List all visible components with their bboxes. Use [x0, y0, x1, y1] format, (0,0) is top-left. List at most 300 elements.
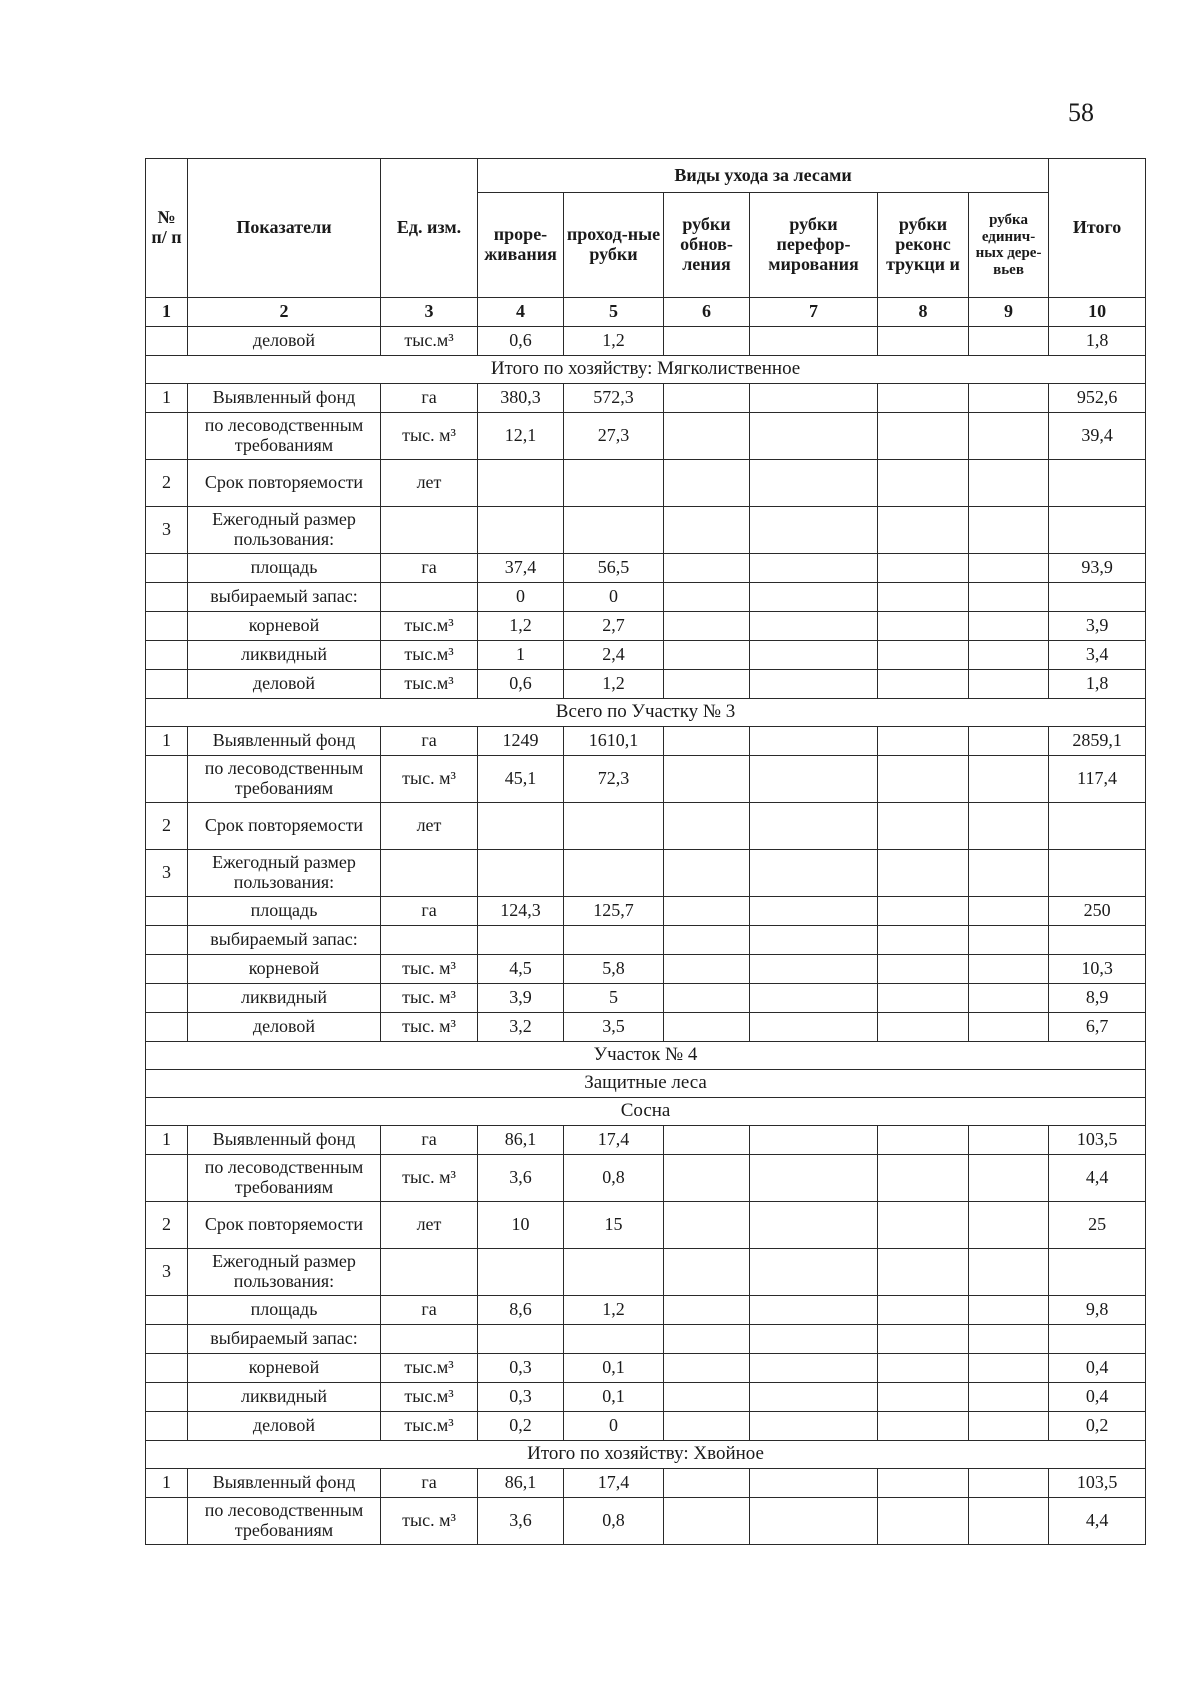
total-cell: 0,4 [1049, 1383, 1146, 1412]
value-cell [878, 1469, 969, 1498]
value-cell [878, 803, 969, 850]
indicator-label: ликвидный [188, 641, 381, 670]
value-cell [878, 327, 969, 356]
value-cell [664, 507, 750, 554]
value-cell [664, 926, 750, 955]
value-cell [878, 384, 969, 413]
value-cell [878, 926, 969, 955]
table-row [146, 554, 1146, 583]
value-cell [664, 850, 750, 897]
value-cell [478, 1249, 564, 1296]
table-row [146, 955, 1146, 984]
section-row [146, 1098, 1146, 1126]
value-cell: 380,3 [478, 384, 564, 413]
value-cell [564, 507, 664, 554]
value-cell [969, 554, 1049, 583]
table-row [146, 1296, 1146, 1325]
value-cell: 0 [564, 1412, 664, 1441]
unit-cell: га [381, 384, 478, 413]
unit-cell: га [381, 554, 478, 583]
row-number [146, 756, 188, 803]
value-cell [878, 984, 969, 1013]
unit-cell [381, 1249, 478, 1296]
col-number: 3 [381, 298, 478, 327]
unit-cell: га [381, 1126, 478, 1155]
table-row [146, 1155, 1146, 1202]
value-cell: 0,1 [564, 1354, 664, 1383]
header-col-total: Итого [1049, 159, 1146, 298]
value-cell: 0,6 [478, 670, 564, 699]
value-cell [750, 850, 878, 897]
section-row [146, 356, 1146, 384]
value-cell [664, 670, 750, 699]
unit-cell: тыс. м³ [381, 955, 478, 984]
value-cell [878, 1249, 969, 1296]
total-cell: 93,9 [1049, 554, 1146, 583]
total-cell: 3,4 [1049, 641, 1146, 670]
total-cell: 9,8 [1049, 1296, 1146, 1325]
value-cell [664, 583, 750, 612]
value-cell: 0,1 [564, 1383, 664, 1412]
value-cell [664, 327, 750, 356]
row-number [146, 897, 188, 926]
value-cell: 2,7 [564, 612, 664, 641]
value-cell [664, 413, 750, 460]
value-cell [969, 727, 1049, 756]
section-title: Участок № 4 [146, 1042, 1146, 1070]
table-row [146, 612, 1146, 641]
table-row [146, 641, 1146, 670]
column-numbers-row [146, 298, 1146, 327]
indicator-label: корневой [188, 612, 381, 641]
total-cell: 4,4 [1049, 1498, 1146, 1545]
table-row [146, 507, 1146, 554]
total-cell: 6,7 [1049, 1013, 1146, 1042]
value-cell [664, 1325, 750, 1354]
unit-cell [381, 850, 478, 897]
indicator-label: Срок повторяемости [188, 803, 381, 850]
value-cell: 86,1 [478, 1469, 564, 1498]
row-number: 2 [146, 460, 188, 507]
row-number [146, 1013, 188, 1042]
value-cell [878, 413, 969, 460]
value-cell [664, 897, 750, 926]
value-cell: 125,7 [564, 897, 664, 926]
value-cell [878, 1383, 969, 1412]
table-row [146, 1383, 1146, 1412]
col-number: 8 [878, 298, 969, 327]
indicator-label: по лесоводственным требованиям [188, 756, 381, 803]
row-number: 3 [146, 850, 188, 897]
table-row [146, 1126, 1146, 1155]
unit-cell: лет [381, 1202, 478, 1249]
value-cell [878, 1155, 969, 1202]
total-cell [1049, 926, 1146, 955]
value-cell [750, 507, 878, 554]
value-cell [969, 670, 1049, 699]
value-cell [969, 1249, 1049, 1296]
indicator-label: Выявленный фонд [188, 727, 381, 756]
total-cell: 952,6 [1049, 384, 1146, 413]
table-row [146, 384, 1146, 413]
indicator-label: Срок повторяемости [188, 460, 381, 507]
value-cell: 2,4 [564, 641, 664, 670]
value-cell [878, 1126, 969, 1155]
indicator-label: площадь [188, 897, 381, 926]
indicator-label: корневой [188, 955, 381, 984]
total-cell: 0,4 [1049, 1354, 1146, 1383]
value-cell [750, 612, 878, 641]
indicator-label: Ежегодный размер пользования: [188, 850, 381, 897]
value-cell [664, 1013, 750, 1042]
value-cell [969, 803, 1049, 850]
value-cell [878, 641, 969, 670]
value-cell: 1,2 [564, 1296, 664, 1325]
indicator-label: по лесоводственным требованиям [188, 1498, 381, 1545]
value-cell: 124,3 [478, 897, 564, 926]
value-cell [750, 1126, 878, 1155]
value-cell [878, 612, 969, 641]
total-cell: 103,5 [1049, 1469, 1146, 1498]
col-number: 10 [1049, 298, 1146, 327]
row-number [146, 926, 188, 955]
value-cell [664, 955, 750, 984]
value-cell [750, 384, 878, 413]
unit-cell: тыс. м³ [381, 413, 478, 460]
value-cell [564, 460, 664, 507]
value-cell: 17,4 [564, 1126, 664, 1155]
unit-cell: тыс.м³ [381, 641, 478, 670]
value-cell [664, 803, 750, 850]
value-cell: 1,2 [564, 670, 664, 699]
indicator-label: Ежегодный размер пользования: [188, 507, 381, 554]
table-row [146, 1412, 1146, 1441]
indicator-label: Выявленный фонд [188, 1469, 381, 1498]
row-number [146, 1383, 188, 1412]
indicator-label: деловой [188, 670, 381, 699]
total-cell [1049, 583, 1146, 612]
row-number: 1 [146, 384, 188, 413]
value-cell [878, 554, 969, 583]
value-cell: 3,6 [478, 1498, 564, 1545]
header-type-thinning: проре-живания [478, 193, 564, 298]
unit-cell: тыс. м³ [381, 1498, 478, 1545]
table-body [146, 327, 1146, 1545]
value-cell [664, 1354, 750, 1383]
header-type-single-trees: рубка единич-ных дере-вьев [969, 193, 1049, 298]
value-cell [878, 1412, 969, 1441]
value-cell [664, 1383, 750, 1412]
indicator-label: по лесоводственным требованиям [188, 413, 381, 460]
value-cell [750, 670, 878, 699]
unit-cell: лет [381, 460, 478, 507]
row-number [146, 612, 188, 641]
value-cell [969, 583, 1049, 612]
value-cell [750, 756, 878, 803]
value-cell: 1 [478, 641, 564, 670]
row-number [146, 327, 188, 356]
value-cell [878, 1498, 969, 1545]
value-cell [564, 1249, 664, 1296]
value-cell [969, 926, 1049, 955]
col-number: 2 [188, 298, 381, 327]
value-cell [969, 641, 1049, 670]
value-cell [478, 926, 564, 955]
table-row [146, 1469, 1146, 1498]
indicator-label: площадь [188, 1296, 381, 1325]
value-cell [564, 1325, 664, 1354]
value-cell [664, 641, 750, 670]
value-cell [969, 1296, 1049, 1325]
header-group: Виды ухода за лесами [478, 159, 1049, 193]
value-cell [664, 1412, 750, 1441]
total-cell: 3,9 [1049, 612, 1146, 641]
value-cell [664, 1498, 750, 1545]
value-cell: 15 [564, 1202, 664, 1249]
value-cell [478, 803, 564, 850]
value-cell: 72,3 [564, 756, 664, 803]
value-cell [878, 1202, 969, 1249]
unit-cell: лет [381, 803, 478, 850]
indicator-label: деловой [188, 1412, 381, 1441]
value-cell [750, 641, 878, 670]
table-header [146, 159, 1146, 327]
total-cell [1049, 850, 1146, 897]
total-cell [1049, 1325, 1146, 1354]
total-cell: 8,9 [1049, 984, 1146, 1013]
unit-cell: тыс. м³ [381, 756, 478, 803]
row-number [146, 984, 188, 1013]
unit-cell: тыс. м³ [381, 1155, 478, 1202]
section-title: Итого по хозяйству: Мягколиственное [146, 356, 1146, 384]
value-cell: 3,5 [564, 1013, 664, 1042]
value-cell [564, 926, 664, 955]
value-cell [969, 1013, 1049, 1042]
indicator-label: по лесоводственным требованиям [188, 1155, 381, 1202]
value-cell [664, 1202, 750, 1249]
row-number: 1 [146, 1126, 188, 1155]
indicator-label: Выявленный фонд [188, 1126, 381, 1155]
section-row [146, 1042, 1146, 1070]
total-cell: 10,3 [1049, 955, 1146, 984]
indicator-label: выбираемый запас: [188, 926, 381, 955]
value-cell [969, 327, 1049, 356]
value-cell [750, 984, 878, 1013]
unit-cell: га [381, 727, 478, 756]
value-cell: 0 [564, 583, 664, 612]
header-type-reformation: рубки перефор-мирования [750, 193, 878, 298]
unit-cell: тыс.м³ [381, 1383, 478, 1412]
value-cell [750, 1013, 878, 1042]
indicator-label: корневой [188, 1354, 381, 1383]
unit-cell [381, 507, 478, 554]
value-cell [750, 1412, 878, 1441]
section-title: Итого по хозяйству: Хвойное [146, 1441, 1146, 1469]
unit-cell: тыс.м³ [381, 612, 478, 641]
value-cell [664, 1249, 750, 1296]
value-cell: 0,8 [564, 1155, 664, 1202]
value-cell [878, 460, 969, 507]
value-cell: 1,2 [478, 612, 564, 641]
value-cell [969, 897, 1049, 926]
value-cell [969, 1155, 1049, 1202]
value-cell: 12,1 [478, 413, 564, 460]
value-cell [969, 1412, 1049, 1441]
unit-cell: га [381, 897, 478, 926]
value-cell [750, 1202, 878, 1249]
value-cell [969, 1126, 1049, 1155]
value-cell: 10 [478, 1202, 564, 1249]
total-cell: 1,8 [1049, 670, 1146, 699]
value-cell [564, 850, 664, 897]
row-number [146, 1498, 188, 1545]
value-cell [664, 1126, 750, 1155]
total-cell: 2859,1 [1049, 727, 1146, 756]
value-cell: 1249 [478, 727, 564, 756]
total-cell: 117,4 [1049, 756, 1146, 803]
value-cell [878, 583, 969, 612]
indicator-label: ликвидный [188, 1383, 381, 1412]
table-row [146, 850, 1146, 897]
value-cell [969, 1202, 1049, 1249]
total-cell [1049, 460, 1146, 507]
total-cell: 0,2 [1049, 1412, 1146, 1441]
value-cell [750, 727, 878, 756]
value-cell [664, 984, 750, 1013]
total-cell [1049, 1249, 1146, 1296]
value-cell: 37,4 [478, 554, 564, 583]
unit-cell [381, 583, 478, 612]
forest-care-table [145, 158, 1146, 1545]
header-col-unit: Ед. изм. [381, 159, 478, 298]
table-row [146, 1498, 1146, 1545]
page-number: 58 [1068, 98, 1094, 127]
table-row [146, 670, 1146, 699]
section-title: Всего по Участку № 3 [146, 699, 1146, 727]
unit-cell: тыс.м³ [381, 1412, 478, 1441]
value-cell [969, 1325, 1049, 1354]
value-cell: 0,8 [564, 1498, 664, 1545]
total-cell: 4,4 [1049, 1155, 1146, 1202]
value-cell [969, 507, 1049, 554]
value-cell [969, 384, 1049, 413]
row-number [146, 583, 188, 612]
table-row [146, 756, 1146, 803]
value-cell [564, 803, 664, 850]
value-cell [878, 1013, 969, 1042]
row-number: 1 [146, 1469, 188, 1498]
row-number: 2 [146, 803, 188, 850]
total-cell: 25 [1049, 1202, 1146, 1249]
value-cell [750, 955, 878, 984]
value-cell [969, 1498, 1049, 1545]
value-cell [969, 460, 1049, 507]
value-cell [969, 1469, 1049, 1498]
table-row [146, 727, 1146, 756]
row-number: 3 [146, 1249, 188, 1296]
value-cell: 45,1 [478, 756, 564, 803]
value-cell [878, 850, 969, 897]
value-cell: 3,2 [478, 1013, 564, 1042]
value-cell [750, 1325, 878, 1354]
value-cell [969, 612, 1049, 641]
unit-cell: тыс.м³ [381, 670, 478, 699]
indicator-label: деловой [188, 327, 381, 356]
indicator-label: деловой [188, 1013, 381, 1042]
value-cell [750, 1469, 878, 1498]
unit-cell: га [381, 1296, 478, 1325]
total-cell [1049, 803, 1146, 850]
col-number: 9 [969, 298, 1049, 327]
table-row [146, 1249, 1146, 1296]
value-cell: 1,2 [564, 327, 664, 356]
row-number [146, 1412, 188, 1441]
indicator-label: площадь [188, 554, 381, 583]
col-number: 6 [664, 298, 750, 327]
value-cell [664, 384, 750, 413]
value-cell [969, 984, 1049, 1013]
value-cell: 17,4 [564, 1469, 664, 1498]
value-cell [750, 897, 878, 926]
value-cell: 4,5 [478, 955, 564, 984]
unit-cell: тыс. м³ [381, 984, 478, 1013]
table-row [146, 803, 1146, 850]
value-cell [478, 850, 564, 897]
table-row [146, 460, 1146, 507]
value-cell [750, 1383, 878, 1412]
value-cell [878, 1325, 969, 1354]
indicator-label: Выявленный фонд [188, 384, 381, 413]
col-number: 1 [146, 298, 188, 327]
row-number [146, 1155, 188, 1202]
value-cell [969, 756, 1049, 803]
value-cell [878, 955, 969, 984]
header-type-renewal: рубки обнов-ления [664, 193, 750, 298]
value-cell [664, 727, 750, 756]
value-cell [664, 554, 750, 583]
value-cell: 0,3 [478, 1354, 564, 1383]
row-number [146, 1325, 188, 1354]
section-title: Сосна [146, 1098, 1146, 1126]
col-number: 4 [478, 298, 564, 327]
value-cell: 0,2 [478, 1412, 564, 1441]
header-col-indicator: Показатели [188, 159, 381, 298]
col-number: 7 [750, 298, 878, 327]
value-cell [750, 1296, 878, 1325]
total-cell: 103,5 [1049, 1126, 1146, 1155]
value-cell: 0,3 [478, 1383, 564, 1412]
value-cell [664, 1296, 750, 1325]
table-row [146, 897, 1146, 926]
indicator-label: выбираемый запас: [188, 1325, 381, 1354]
value-cell [664, 1469, 750, 1498]
value-cell [478, 460, 564, 507]
row-number: 3 [146, 507, 188, 554]
value-cell [750, 1498, 878, 1545]
value-cell: 27,3 [564, 413, 664, 460]
table-row [146, 1325, 1146, 1354]
row-number [146, 554, 188, 583]
indicator-label: выбираемый запас: [188, 583, 381, 612]
value-cell [664, 1155, 750, 1202]
table-row [146, 583, 1146, 612]
value-cell: 5 [564, 984, 664, 1013]
table-row [146, 984, 1146, 1013]
value-cell [750, 327, 878, 356]
value-cell [878, 756, 969, 803]
unit-cell: га [381, 1469, 478, 1498]
row-number [146, 1296, 188, 1325]
